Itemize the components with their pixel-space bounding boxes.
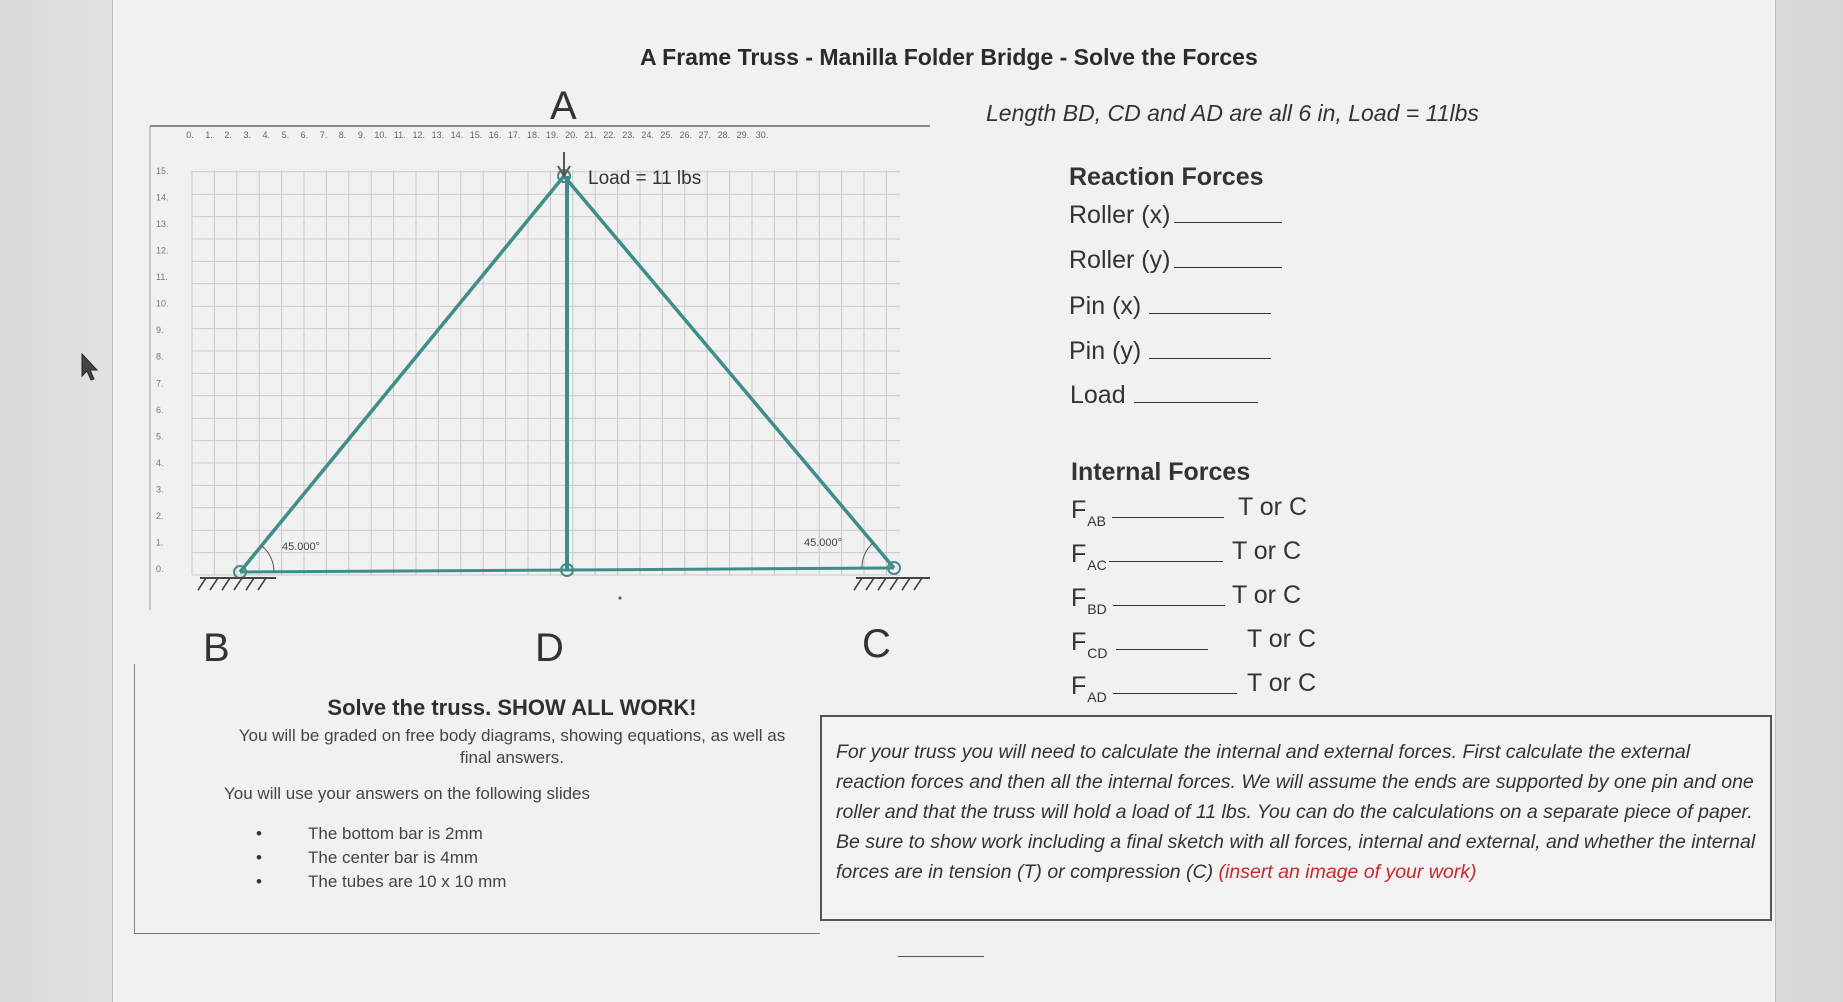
- ruler-x-label: 25.: [660, 130, 673, 140]
- pin-support-icon: [198, 578, 276, 590]
- ruler-y-label: 14.: [156, 192, 169, 203]
- spec-list: [252, 824, 506, 896]
- angle-label-left: 45.000°: [282, 541, 321, 553]
- angle-arc-left: [262, 546, 274, 572]
- ruler-y-label: 5.: [156, 431, 164, 442]
- force-cd-blank[interactable]: [1116, 631, 1208, 650]
- reaction-load-blank[interactable]: [1134, 384, 1258, 403]
- reaction-pin-y-label: Pin (y): [1069, 337, 1142, 365]
- force-ab-sub: AB: [1087, 513, 1106, 529]
- reaction-roller-x-blank[interactable]: [1174, 204, 1282, 223]
- node-label-c: C: [862, 622, 891, 666]
- bottom-dash: [898, 956, 984, 957]
- use-answers-text: You will use your answers on the following slides: [224, 784, 591, 803]
- force-ad-tc[interactable]: T or C: [1247, 669, 1316, 697]
- load-label: Load = 11 lbs: [588, 168, 702, 189]
- ruler-x-label: 23.: [622, 130, 635, 140]
- angle-label-right: 45.000°: [804, 537, 843, 549]
- ruler-x-label: 8.: [338, 130, 347, 140]
- reaction-pin-y-blank[interactable]: [1149, 340, 1271, 359]
- mouse-cursor-icon: [80, 352, 102, 384]
- force-cd-tc[interactable]: T or C: [1247, 625, 1316, 653]
- ruler-y-label: 8.: [156, 351, 164, 362]
- force-bd: [1071, 584, 1225, 617]
- solve-instructions: [222, 695, 802, 769]
- ruler-x-labels: [186, 130, 768, 140]
- ruler-x-label: 26.: [679, 130, 692, 140]
- ruler-x-label: 11.: [393, 130, 406, 140]
- ruler-y-label: 6.: [156, 404, 164, 415]
- ruler-x-label: 2.: [224, 130, 232, 140]
- reaction-pin-x-label: Pin (x): [1069, 292, 1142, 320]
- roller-support-icon: [854, 578, 930, 590]
- force-ab-f: F: [1071, 496, 1087, 524]
- list-item: • The tubes are 10 x 10 mm: [252, 872, 506, 896]
- reaction-roller-x: [1069, 201, 1282, 230]
- force-ad: [1071, 672, 1237, 705]
- internal-forces-heading: Internal Forces: [1071, 458, 1251, 486]
- list-item: • The center bar is 4mm: [252, 848, 506, 872]
- force-ac-sub: AC: [1087, 557, 1107, 573]
- solve-paragraph: You will be graded on free body diagrams, showing equations, as well as final answers.: [238, 726, 786, 767]
- reaction-pin-y: [1069, 337, 1271, 366]
- node-label-a: A: [550, 84, 577, 128]
- ruler-y-label: 3.: [156, 484, 164, 495]
- ruler-x-label: 30.: [755, 130, 769, 140]
- force-ac-blank[interactable]: [1109, 543, 1223, 562]
- force-cd: [1071, 628, 1208, 661]
- reaction-pin-x: [1069, 292, 1271, 321]
- reaction-forces-heading: Reaction Forces: [1069, 163, 1264, 191]
- ruler-x-label: 9.: [357, 130, 366, 140]
- force-bd-sub: BD: [1087, 601, 1107, 617]
- instructions-text: [836, 737, 1756, 887]
- force-ab-blank[interactable]: [1112, 499, 1224, 518]
- force-bd-tc[interactable]: T or C: [1232, 581, 1301, 609]
- force-bd-blank[interactable]: [1113, 587, 1225, 606]
- ruler-x-label: 13.: [431, 130, 445, 140]
- node-label-b: B: [203, 626, 230, 670]
- ruler-x-label: 18.: [526, 130, 540, 140]
- force-ad-f: F: [1071, 672, 1087, 700]
- ruler-y-labels: [156, 166, 169, 574]
- force-ac: [1071, 540, 1223, 573]
- ruler-x-label: 16.: [488, 130, 502, 140]
- reaction-load-label: Load: [1070, 381, 1126, 409]
- ruler-x-label: 20.: [565, 130, 578, 140]
- force-cd-f: F: [1071, 628, 1087, 656]
- ruler-x-label: 7.: [319, 130, 328, 140]
- ruler-y-label: 12.: [156, 245, 169, 256]
- ruler-x-label: 17.: [507, 130, 521, 140]
- instructions-red-note: (insert an image of your work): [1218, 861, 1477, 883]
- member-bd: [240, 570, 567, 572]
- reaction-roller-y: [1069, 246, 1282, 275]
- ruler-y-label: 10.: [156, 298, 169, 309]
- ruler-x-label: 0.: [186, 130, 194, 140]
- ruler-x-label: 15.: [469, 130, 483, 140]
- force-ad-blank[interactable]: [1113, 675, 1237, 694]
- member-cd: [567, 568, 894, 570]
- force-ab: [1071, 496, 1224, 529]
- force-bd-f: F: [1071, 584, 1087, 612]
- small-dot: [619, 597, 622, 600]
- ruler-x-label: 21.: [584, 130, 597, 140]
- ruler-x-label: 14.: [450, 130, 464, 140]
- ruler-x-label: 4.: [262, 130, 271, 140]
- force-cd-sub: CD: [1087, 645, 1108, 661]
- force-ab-tc[interactable]: T or C: [1238, 493, 1307, 521]
- ruler-x-label: 10.: [374, 130, 387, 140]
- ruler-x-label: 6.: [300, 130, 309, 140]
- ruler-x-label: 22.: [603, 130, 616, 140]
- frame-line-bottom: [134, 933, 820, 934]
- solve-heading: Solve the truss. SHOW ALL WORK!: [327, 695, 697, 720]
- ruler-y-label: 13.: [156, 219, 169, 230]
- page-title: A Frame Truss - Manilla Folder Bridge - Solve the Forces: [640, 44, 1258, 70]
- ruler-y-label: 2.: [156, 510, 164, 521]
- ruler-y-label: 7.: [156, 378, 164, 389]
- ruler-x-label: 3.: [243, 130, 251, 140]
- ruler-y-label: 0.: [156, 564, 164, 574]
- reaction-pin-x-blank[interactable]: [1149, 295, 1271, 314]
- ruler-y-label: 9.: [156, 325, 164, 336]
- instructions-box: [820, 715, 1772, 921]
- ruler-y-label: 4.: [156, 457, 164, 468]
- ruler-x-label: 24.: [641, 130, 654, 140]
- truss-diagram: [140, 90, 940, 650]
- force-ac-tc[interactable]: T or C: [1232, 537, 1301, 565]
- lengths-note: Length BD, CD and AD are all 6 in, Load = 11lbs: [986, 100, 1479, 126]
- force-ad-sub: AD: [1087, 689, 1107, 705]
- reaction-roller-y-blank[interactable]: [1174, 249, 1282, 268]
- force-ac-f: F: [1071, 540, 1087, 568]
- ruler-x-label: 1.: [205, 130, 213, 140]
- ruler-x-label: 28.: [717, 130, 731, 140]
- node-label-d: D: [535, 626, 564, 670]
- instructions-body: For your truss you will need to calculate the internal and external forces. First calculate the external reaction forces and then all the internal forces. We will assume the ends are supported by one pin and one roller and that the truss will hold a load of 11 lbs. You can do the calculations on a separate piece of paper. Be sure to show work including a final sketch with all forces, internal and external, and whether the internal forces are in tension (T) or compression (C): [836, 741, 1756, 883]
- ruler-x-label: 12.: [412, 130, 426, 140]
- reaction-roller-y-label: Roller (y): [1069, 246, 1171, 274]
- ruler-y-label: 15.: [156, 166, 169, 176]
- ruler-y-label: 11.: [156, 272, 168, 283]
- ruler-x-label: 29.: [736, 130, 750, 140]
- ruler-x-label: 27.: [698, 130, 712, 140]
- reaction-load: [1070, 381, 1258, 410]
- reaction-roller-x-label: Roller (x): [1069, 201, 1171, 229]
- member-ab: [240, 176, 564, 572]
- member-ac: [564, 176, 894, 568]
- ruler-x-label: 19.: [546, 130, 559, 140]
- ruler-y-label: 1.: [156, 537, 164, 548]
- frame-line-left: [134, 664, 135, 934]
- ruler-x-label: 5.: [281, 130, 290, 140]
- list-item: • The bottom bar is 2mm: [252, 824, 506, 848]
- grid: [192, 170, 900, 575]
